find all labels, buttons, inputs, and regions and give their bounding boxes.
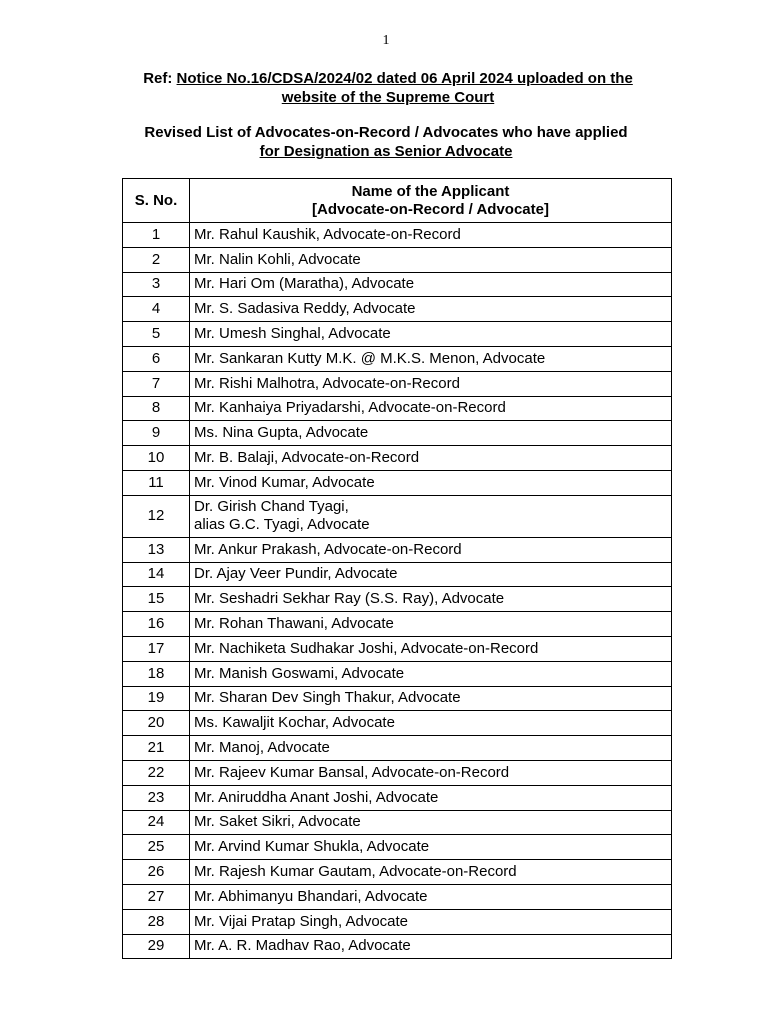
row-serial-number: 21 <box>123 736 190 761</box>
row-serial-number: 24 <box>123 810 190 835</box>
row-applicant-name: Mr. Vinod Kumar, Advocate <box>190 470 672 495</box>
row-serial-number: 17 <box>123 636 190 661</box>
title-line-1: Revised List of Advocates-on-Record / Advocates who have applied <box>144 124 628 141</box>
row-serial-number: 16 <box>123 612 190 637</box>
header-applicant-name <box>190 179 672 223</box>
table-row <box>123 346 672 371</box>
row-applicant-name: Mr. Arvind Kumar Shukla, Advocate <box>190 835 672 860</box>
applicant-name-line-2: alias G.C. Tyagi, Advocate <box>194 516 370 534</box>
table-row <box>123 612 672 637</box>
table-row <box>123 835 672 860</box>
table-row <box>123 934 672 959</box>
row-serial-number: 6 <box>123 346 190 371</box>
table-row <box>123 884 672 909</box>
row-applicant-name: Mr. Rishi Malhotra, Advocate-on-Record <box>190 371 672 396</box>
table-row <box>123 272 672 297</box>
row-applicant-name: Mr. B. Balaji, Advocate-on-Record <box>190 446 672 471</box>
table-row <box>123 736 672 761</box>
table-row <box>123 785 672 810</box>
row-serial-number: 13 <box>123 537 190 562</box>
row-applicant-name: Mr. Rohan Thawani, Advocate <box>190 612 672 637</box>
row-serial-number: 29 <box>123 934 190 959</box>
header-serial-number: S. No. <box>123 179 190 223</box>
table-row <box>123 760 672 785</box>
row-serial-number: 8 <box>123 396 190 421</box>
table-row <box>123 860 672 885</box>
row-applicant-name <box>190 495 672 537</box>
applicants-table <box>122 178 672 959</box>
row-applicant-name: Ms. Nina Gupta, Advocate <box>190 421 672 446</box>
table-row <box>123 661 672 686</box>
row-applicant-name: Mr. Aniruddha Anant Joshi, Advocate <box>190 785 672 810</box>
table-row <box>123 686 672 711</box>
row-applicant-name: Mr. Rajesh Kumar Gautam, Advocate-on-Record <box>190 860 672 885</box>
row-serial-number: 3 <box>123 272 190 297</box>
header-name-line-2: [Advocate-on-Record / Advocate] <box>312 200 549 218</box>
reference-prefix: Ref: <box>143 70 177 87</box>
row-applicant-name: Mr. Saket Sikri, Advocate <box>190 810 672 835</box>
row-serial-number: 9 <box>123 421 190 446</box>
table-row <box>123 636 672 661</box>
page-number: 1 <box>382 33 390 48</box>
row-applicant-name: Mr. Rahul Kaushik, Advocate-on-Record <box>190 223 672 248</box>
row-serial-number: 18 <box>123 661 190 686</box>
row-applicant-name: Mr. Rajeev Kumar Bansal, Advocate-on-Record <box>190 760 672 785</box>
document-title <box>0 123 768 161</box>
table-row <box>123 470 672 495</box>
row-applicant-name: Mr. Sankaran Kutty M.K. @ M.K.S. Menon, Advocate <box>190 346 672 371</box>
row-applicant-name: Mr. S. Sadasiva Reddy, Advocate <box>190 297 672 322</box>
row-serial-number: 10 <box>123 446 190 471</box>
table-row <box>123 396 672 421</box>
table-row <box>123 421 672 446</box>
row-serial-number: 14 <box>123 562 190 587</box>
table-row <box>123 587 672 612</box>
reference-line-1: Notice No.16/CDSA/2024/02 dated 06 April 2024 uploaded on the <box>176 70 633 87</box>
row-serial-number: 22 <box>123 760 190 785</box>
row-applicant-name: Mr. Manoj, Advocate <box>190 736 672 761</box>
row-serial-number: 28 <box>123 909 190 934</box>
reference-line-2: website of the Supreme Court <box>281 89 495 106</box>
row-applicant-name: Mr. Kanhaiya Priyadarshi, Advocate-on-Record <box>190 396 672 421</box>
row-applicant-name: Mr. Vijai Pratap Singh, Advocate <box>190 909 672 934</box>
table-row <box>123 537 672 562</box>
row-serial-number: 12 <box>123 495 190 537</box>
row-serial-number: 27 <box>123 884 190 909</box>
table-header-row <box>123 179 672 223</box>
row-serial-number: 20 <box>123 711 190 736</box>
row-serial-number: 23 <box>123 785 190 810</box>
table-row <box>123 562 672 587</box>
title-line-2: for Designation as Senior Advocate <box>259 143 513 160</box>
row-applicant-name: Ms. Kawaljit Kochar, Advocate <box>190 711 672 736</box>
row-serial-number: 7 <box>123 371 190 396</box>
table-row <box>123 810 672 835</box>
row-applicant-name: Mr. Nalin Kohli, Advocate <box>190 247 672 272</box>
header-name-line-1: Name of the Applicant <box>351 182 510 200</box>
row-applicant-name: Mr. A. R. Madhav Rao, Advocate <box>190 934 672 959</box>
row-serial-number: 11 <box>123 470 190 495</box>
table-row <box>123 371 672 396</box>
table-row <box>123 495 672 537</box>
table-row <box>123 322 672 347</box>
table-body <box>123 223 672 959</box>
table-row <box>123 247 672 272</box>
row-applicant-name: Mr. Umesh Singhal, Advocate <box>190 322 672 347</box>
row-applicant-name: Dr. Ajay Veer Pundir, Advocate <box>190 562 672 587</box>
table-row <box>123 446 672 471</box>
table-row <box>123 909 672 934</box>
row-serial-number: 15 <box>123 587 190 612</box>
row-applicant-name: Mr. Ankur Prakash, Advocate-on-Record <box>190 537 672 562</box>
row-serial-number: 26 <box>123 860 190 885</box>
row-serial-number: 2 <box>123 247 190 272</box>
table-row <box>123 297 672 322</box>
row-serial-number: 25 <box>123 835 190 860</box>
row-applicant-name: Mr. Nachiketa Sudhakar Joshi, Advocate-on-Record <box>190 636 672 661</box>
row-serial-number: 1 <box>123 223 190 248</box>
row-applicant-name: Mr. Manish Goswami, Advocate <box>190 661 672 686</box>
row-applicant-name: Mr. Hari Om (Maratha), Advocate <box>190 272 672 297</box>
reference-note <box>0 69 768 107</box>
row-applicant-name: Mr. Seshadri Sekhar Ray (S.S. Ray), Advocate <box>190 587 672 612</box>
row-serial-number: 4 <box>123 297 190 322</box>
applicant-name-line-1: Dr. Girish Chand Tyagi, <box>194 498 349 516</box>
row-serial-number: 19 <box>123 686 190 711</box>
row-applicant-name: Mr. Sharan Dev Singh Thakur, Advocate <box>190 686 672 711</box>
row-applicant-name: Mr. Abhimanyu Bhandari, Advocate <box>190 884 672 909</box>
table-row <box>123 711 672 736</box>
table-row <box>123 223 672 248</box>
row-serial-number: 5 <box>123 322 190 347</box>
